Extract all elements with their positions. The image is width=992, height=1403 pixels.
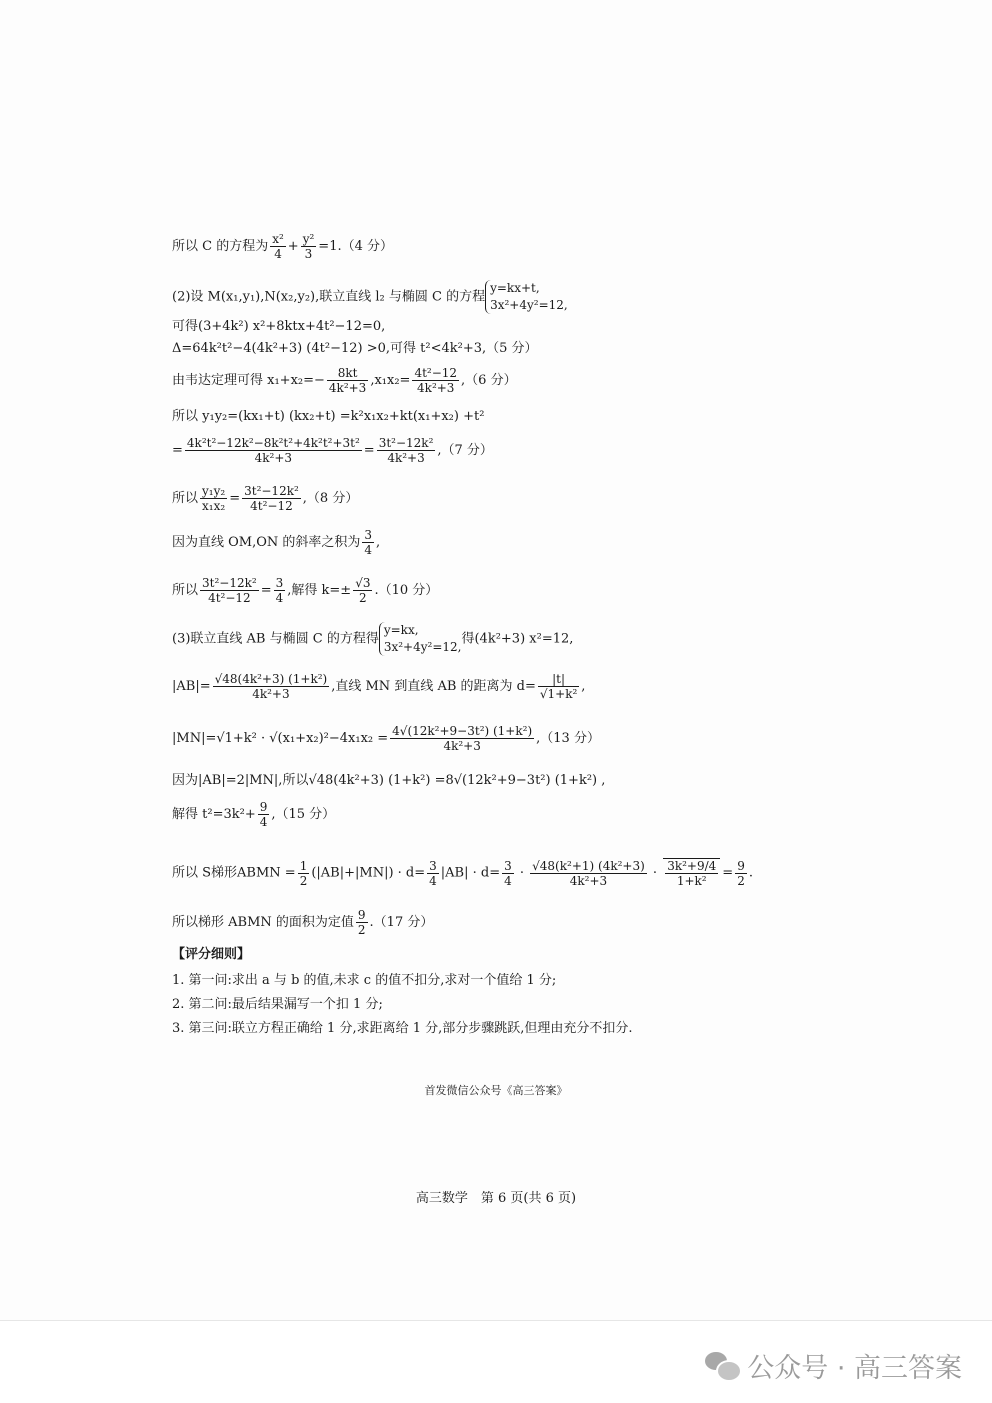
rubric-item-2: 2. 第二问:最后结果漏写一个扣 1 分; [172, 997, 383, 1012]
solution-line-11: (3)联立直线 AB 与椭圆 C 的方程得 y=kx, 3x²+4y²=12, 得(4k²+3) x²=12, [172, 623, 574, 654]
solution-line-17: 所以梯形 ABMN 的面积为定值 $\frac{9}{2}$ .（17 分） [172, 908, 434, 937]
page-number: 高三数学 第 6 页(共 6 页) [415, 1191, 577, 1206]
solution-line-1: 所以 C 的方程为 $\frac{\text{x²}}{4}$ + $\frac{\text{y²}}{3}$ =1.（4 分） [172, 232, 393, 261]
solution-line-15: 解得 t²=3k²+ $\frac{9}{4}$ ,（15 分） [172, 800, 336, 829]
solution-line-9: 因为直线 OM,ON 的斜率之积为 $\frac{3}{4}$ , [172, 528, 381, 557]
watermark [705, 1345, 962, 1385]
solution-line-2: (2)设 M(x₁,y₁),N(x₂,y₂),联立直线 l₂ 与椭圆 C 的方程 y=kx+t, 3x²+4y²=12, [172, 281, 568, 312]
wechat-icon [705, 1350, 739, 1380]
solution-line-14: 因为|AB|=2|MN|,所以√48(4k²+3) (1+k²) =8√(12k²+9−3t²) (1+k²) , [172, 773, 606, 788]
solution-line-3: 可得(3+4k²) x²+8ktx+4t²−12=0, [172, 319, 386, 334]
solution-line-10: 所以 $\frac{\text{3t²−12k²}}{\text{4t²−12}}$ = $\frac{3}{4}$ ,解得 k=± $\frac{√3}{2}$ .（10 分） [172, 576, 439, 605]
solution-line-5: 由韦达定理可得 x₁+x₂=− $\frac{8kt}{\text{4k²+3}}$ ,x₁x₂= $\frac{\text{4t²−12}}{\text{4k²+3}}$ ,（6 分） [172, 366, 517, 395]
rubric-item-1: 1. 第一问:求出 a 与 b 的值,未求 c 的值不扣分,求对一个值给 1 分; [172, 973, 557, 988]
solution-line-7: = $\frac{\text{4k²t²−12k²−8k²t²+4k²t²+3t²}}{\text{4k²+3}}$ = $\frac{\text{3t²−12k²}}{\text{4k²+3}}$ ,（7 分） [172, 436, 493, 465]
solution-line-16: 所以 S梯形ABMN = $\frac{1}{2}$ (|AB|+|MN|) · d= $\frac{3}{4}$ |AB| · d= $\frac{3}{4}$ · $\frac{\text{√48(k²+1) (4k²+3)}}{\text{4k²+3}}$ · $\frac{\text{3k²+9/4}}{\text{1+k²}}$ = $\frac{9}{2}$ . [172, 858, 753, 888]
solution-line-8: 所以 $\frac{\text{y₁y₂}}{\text{x₁x₂}}$ = $\frac{\text{3t²−12k²}}{\text{4t²−12}}$ ,（8 分） [172, 484, 359, 513]
solution-line-12: |AB|= $\frac{\text{√48(4k²+3) (1+k²)}}{\text{4k²+3}}$ ,直线 MN 到直线 AB 的距离为 d= $\frac{|t|}{\text{√1+k²}}$ , [172, 672, 586, 701]
publisher-note: 首发微信公众号《高三答案》 [424, 1084, 568, 1097]
solution-line-4: Δ=64k²t²−4(4k²+3) (4t²−12) >0,可得 t²<4k²+3,（5 分） [172, 341, 538, 356]
rubric-item-3: 3. 第三问:联立方程正确给 1 分,求距离给 1 分,部分步骤跳跃,但理由充分不扣分. [172, 1021, 633, 1036]
solution-line-13: |MN|=√1+k² · √(x₁+x₂)²−4x₁x₂ = $\frac{\text{4√(12k²+9−3t²) (1+k²)}}{\text{4k²+3}}$ ,（13 分） [172, 724, 600, 753]
footer-divider [0, 1320, 992, 1321]
rubric-heading: 【评分细则】 [172, 947, 251, 962]
solution-line-6: 所以 y₁y₂=(kx₁+t) (kx₂+t) =k²x₁x₂+kt(x₁+x₂) +t² [172, 409, 485, 424]
watermark-text: 公众号 · 高三答案 [747, 1352, 962, 1384]
